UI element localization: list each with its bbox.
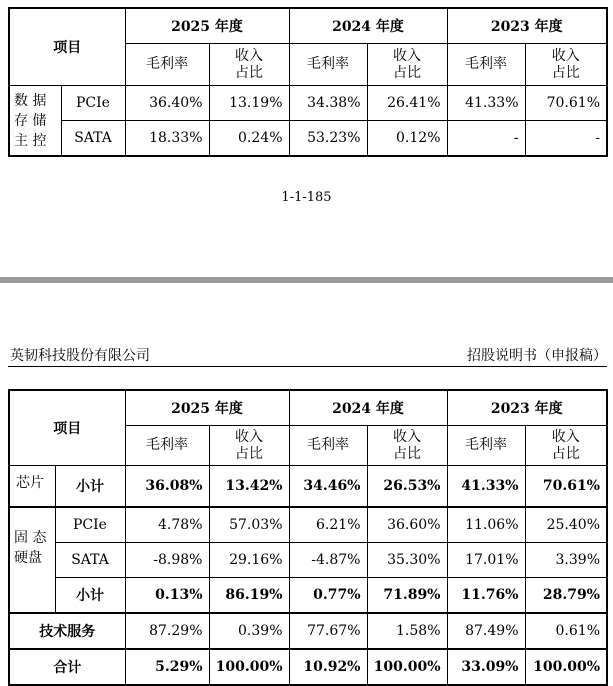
table-cell: 29.16% [209,543,289,578]
storage-controller-group-label: 数 据 存 储 主 控 [9,86,61,157]
table-cell: 100.00% [209,649,289,685]
company-name: 英韧科技股份有限公司 [10,348,150,364]
page-separator [0,277,613,283]
table-cell: 70.61% [525,466,607,508]
row-label: 小计 [55,578,125,614]
gross-margin-header: 毛利率 [289,44,367,86]
margin-table-top [8,7,608,157]
year-header-2024: 2024 年度 [289,8,447,44]
table-cell: 34.38% [289,86,367,121]
table-cell: 6.21% [289,507,367,543]
table-cell: 13.42% [209,466,289,508]
table-cell: 57.03% [209,507,289,543]
table-cell: -4.87% [289,543,367,578]
revenue-share-header: 收入 占比 [367,426,447,466]
table-cell: - [525,121,607,157]
table-cell: 4.78% [125,507,209,543]
table-cell: 0.61% [525,613,607,649]
gross-margin-header: 毛利率 [447,44,525,86]
table-cell: 28.79% [525,578,607,614]
row-label: SATA [61,121,125,157]
table-cell: 0.12% [367,121,447,157]
item-header: 项目 [9,390,125,466]
row-label: PCIe [61,86,125,121]
year-header-2025: 2025 年度 [125,8,289,44]
row-label: PCIe [55,507,125,543]
table-cell: 53.23% [289,121,367,157]
table-cell: 41.33% [447,86,525,121]
year-header-2025: 2025 年度 [125,390,289,426]
gross-margin-header: 毛利率 [289,426,367,466]
table-cell: 41.33% [447,466,525,508]
table-cell: 100.00% [525,649,607,685]
table-cell: 5.29% [125,649,209,685]
table-cell: 71.89% [367,578,447,614]
gross-margin-header: 毛利率 [447,426,525,466]
document-title: 招股说明书（申报稿） [467,348,607,364]
table-cell: 36.08% [125,466,209,508]
table-cell: 77.67% [289,613,367,649]
ssd-group-label: 固 态 硬盘 [9,507,55,613]
item-header: 项目 [9,8,125,86]
row-label: 合计 [9,649,125,685]
table-cell: 26.41% [367,86,447,121]
revenue-share-header: 收入 占比 [209,44,289,86]
table-cell: 86.19% [209,578,289,614]
chip-group-label: 芯片 [9,466,55,508]
table-cell: 18.33% [125,121,209,157]
page-number: 1-1-185 [281,190,332,205]
revenue-share-header: 收入 占比 [367,44,447,86]
revenue-share-header: 收入 占比 [525,426,607,466]
table-cell: 1.58% [367,613,447,649]
table-cell: 87.49% [447,613,525,649]
table-cell: 0.39% [209,613,289,649]
table-cell: 0.77% [289,578,367,614]
table-cell: 100.00% [367,649,447,685]
table-cell: - [447,121,525,157]
margin-table-bottom [8,389,608,686]
row-label: SATA [55,543,125,578]
table-cell: 17.01% [447,543,525,578]
table-cell: 36.60% [367,507,447,543]
gross-margin-header: 毛利率 [125,44,209,86]
table-cell: 10.92% [289,649,367,685]
row-label: 小计 [55,466,125,508]
table-cell: 0.13% [125,578,209,614]
table-cell: 0.24% [209,121,289,157]
table-cell: 25.40% [525,507,607,543]
table-cell: 70.61% [525,86,607,121]
table-cell: 26.53% [367,466,447,508]
year-header-2023: 2023 年度 [447,390,607,426]
gross-margin-header: 毛利率 [125,426,209,466]
year-header-2023: 2023 年度 [447,8,607,44]
header-rule [8,366,607,367]
table-cell: 34.46% [289,466,367,508]
table-cell: 11.06% [447,507,525,543]
table-cell: 33.09% [447,649,525,685]
revenue-share-header: 收入 占比 [525,44,607,86]
revenue-share-header: 收入 占比 [209,426,289,466]
row-label: 技术服务 [9,613,125,649]
table-cell: 35.30% [367,543,447,578]
year-header-2024: 2024 年度 [289,390,447,426]
table-cell: 13.19% [209,86,289,121]
table-cell: 11.76% [447,578,525,614]
table-cell: 36.40% [125,86,209,121]
table-cell: 87.29% [125,613,209,649]
table-cell: 3.39% [525,543,607,578]
table-cell: -8.98% [125,543,209,578]
